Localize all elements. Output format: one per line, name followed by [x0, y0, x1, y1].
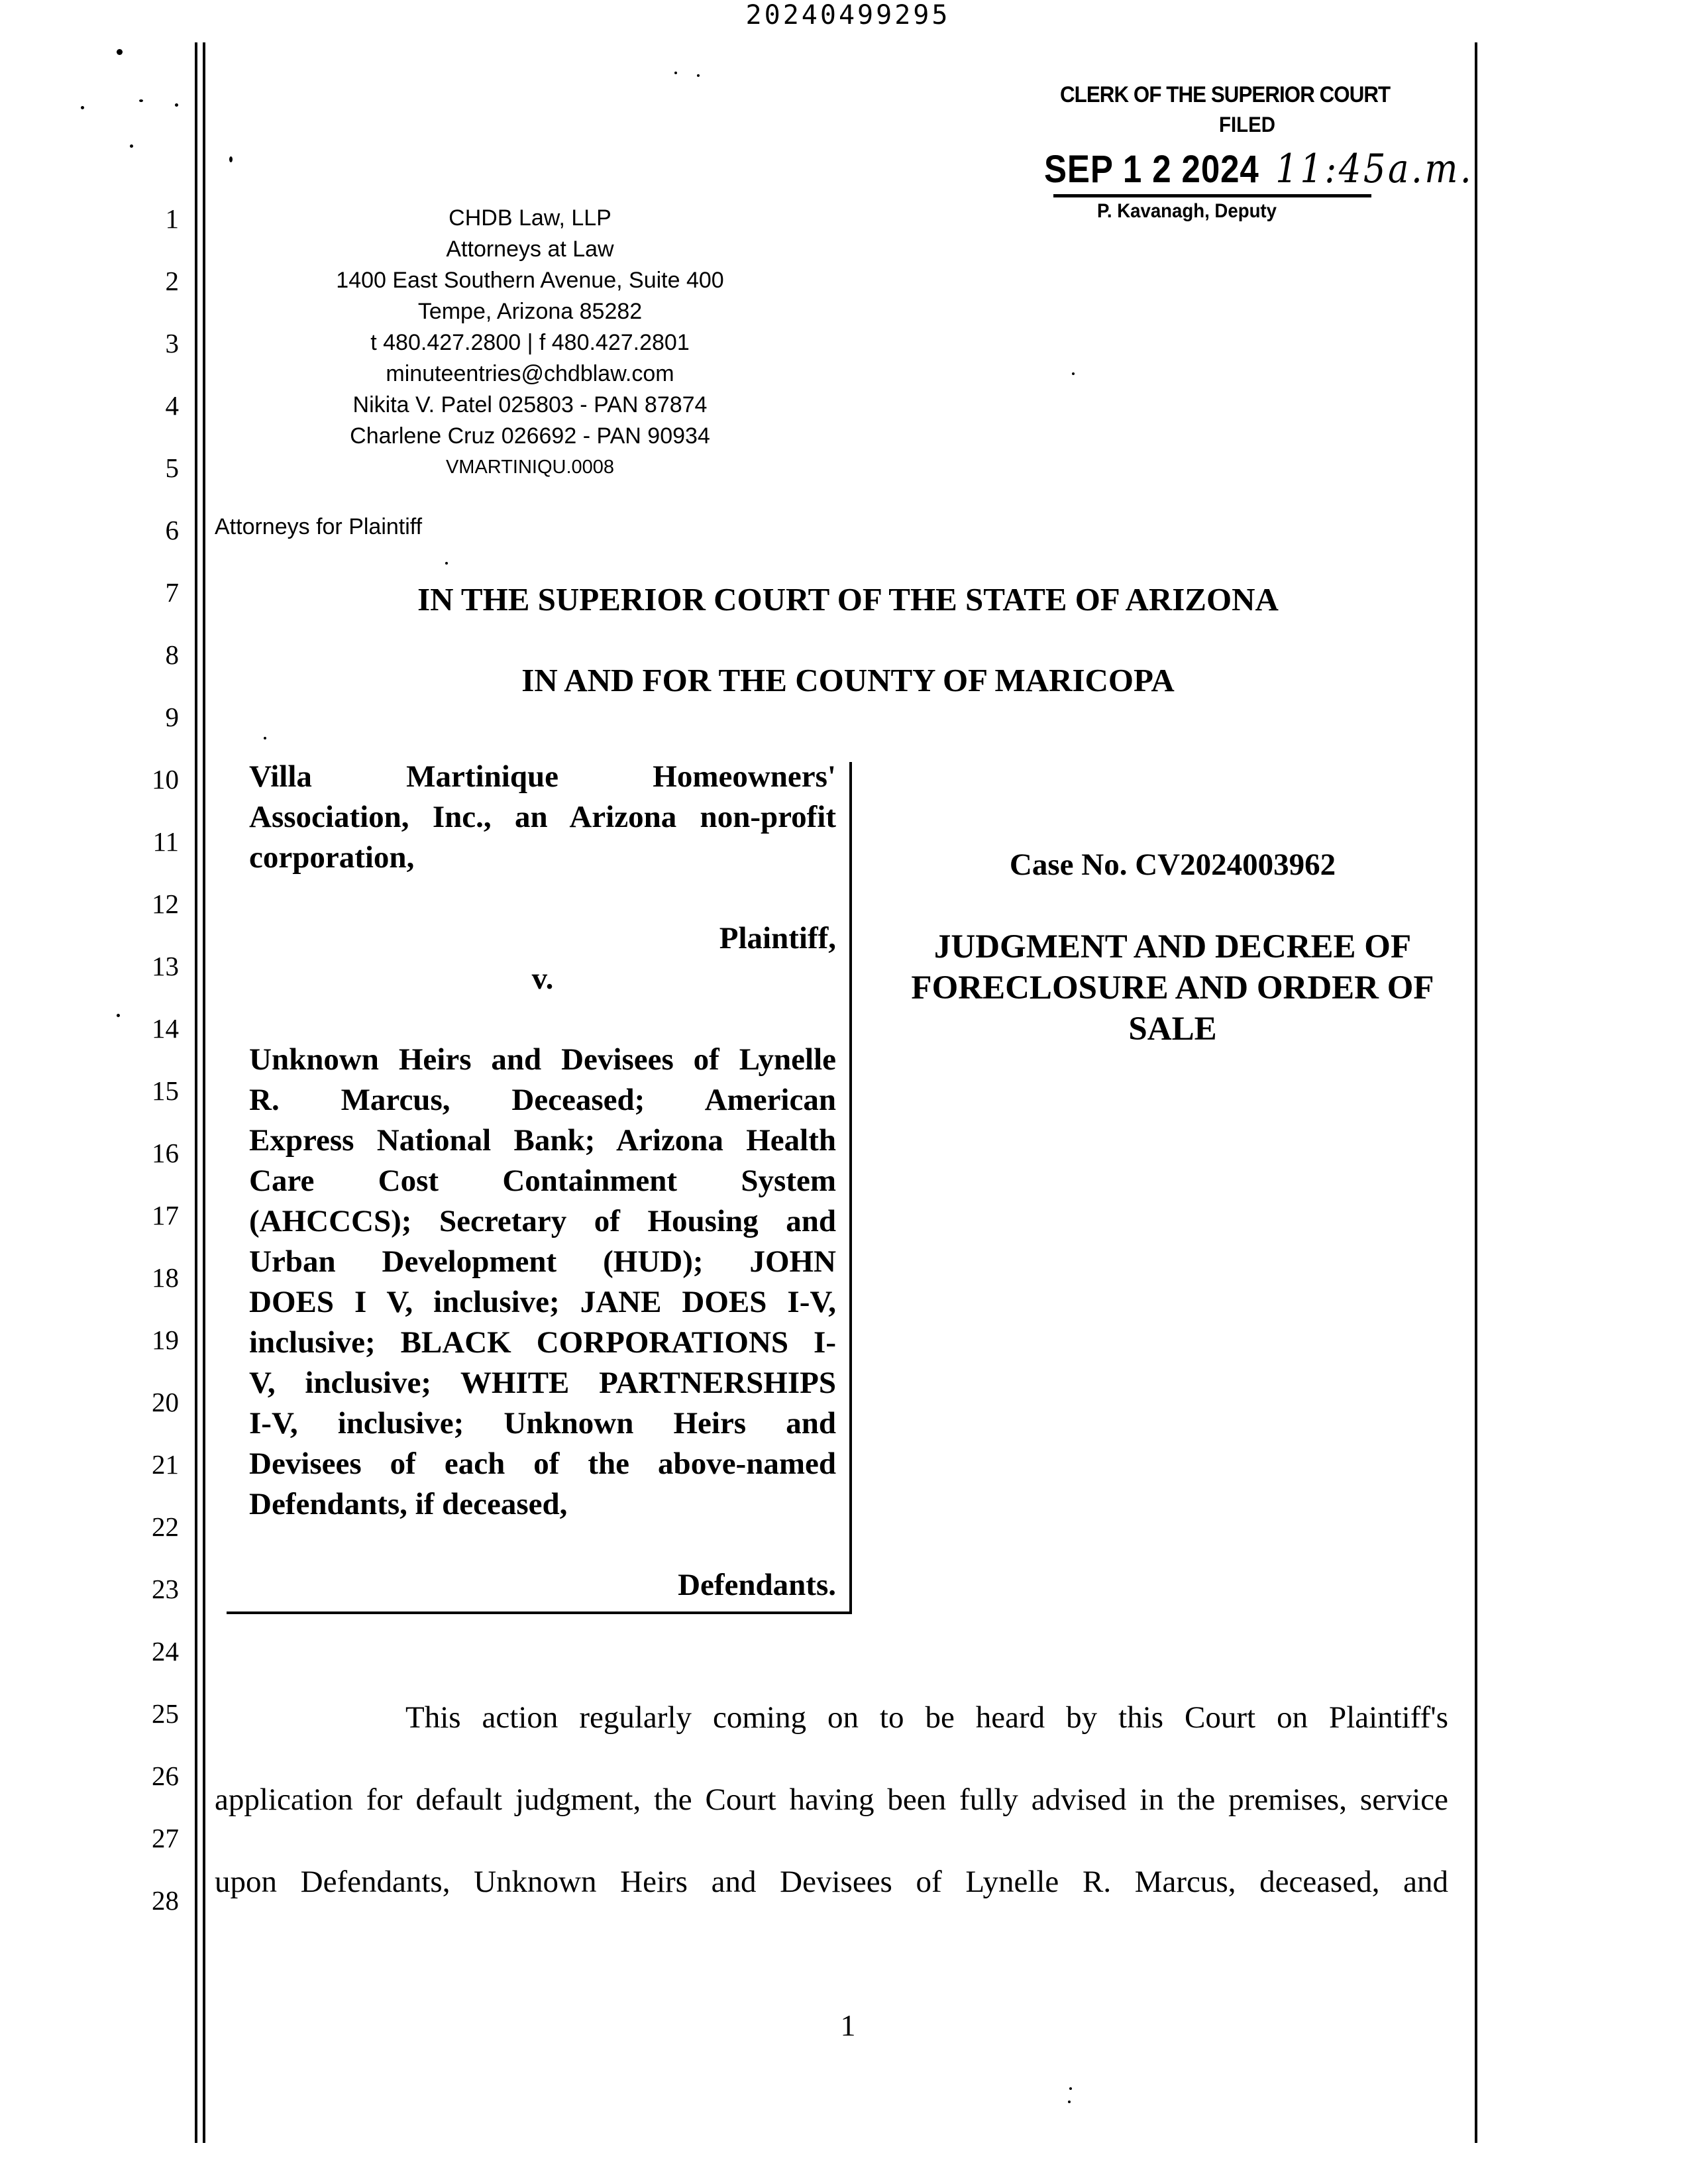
- line-number: 4: [165, 390, 179, 421]
- line-number: 16: [152, 1138, 179, 1168]
- body-line-text: application for default judgment, the Court having been fully advised in the premises, service: [215, 1782, 1448, 1817]
- defendant-name-line: inclusive; BLACK CORPORATIONS I-: [249, 1325, 836, 1360]
- scan-speck: [139, 99, 143, 102]
- line-number: 9: [165, 702, 179, 732]
- document-title-line: JUDGMENT AND DECREE OF: [933, 928, 1412, 965]
- versus: v.: [531, 961, 554, 996]
- scan-speck: [445, 562, 448, 565]
- case-caption-parties: [249, 757, 836, 1606]
- body-line: [215, 1841, 1448, 1923]
- line-number: 20: [152, 1387, 179, 1417]
- firm-name: CHDB Law, LLP: [449, 205, 611, 231]
- page-number: 1: [840, 2008, 856, 2042]
- body-line-text: upon Defendants, Unknown Heirs and Devisees of Lynelle R. Marcus, deceased, and: [215, 1865, 1448, 1899]
- defendant-name-line: Devisees of each of the above-named: [249, 1447, 836, 1481]
- line-number: 18: [152, 1262, 179, 1293]
- line-number: 15: [152, 1075, 179, 1106]
- defendant-name-line: Care Cost Containment System: [249, 1164, 836, 1198]
- line-number: 23: [152, 1574, 179, 1604]
- defendant-name-line: Defendants, if deceased,: [249, 1487, 568, 1521]
- scan-speck: [697, 74, 700, 77]
- stamp-date: SEP 1 2 2024: [1044, 148, 1259, 191]
- attorney-2: Charlene Cruz 026692 - PAN 90934: [350, 423, 710, 449]
- law-firm-block: [258, 203, 802, 483]
- line-number: 24: [152, 1636, 179, 1666]
- right-margin-rule: [1475, 42, 1477, 2143]
- scan-speck: [1072, 372, 1075, 375]
- stamp-rule: [1053, 194, 1371, 197]
- line-number: 8: [165, 639, 179, 670]
- left-margin-rule-inner: [203, 42, 205, 2143]
- firm-address-line2: Tempe, Arizona 85282: [417, 299, 643, 324]
- document-title-line: SALE: [1128, 1010, 1217, 1048]
- left-margin-rule-outer: [195, 42, 197, 2143]
- court-heading-line2: IN AND FOR THE COUNTY OF MARICOPA: [521, 662, 1175, 698]
- document-number: 20240499295: [745, 0, 951, 30]
- scan-speck: [117, 1014, 120, 1017]
- line-number: 28: [152, 1885, 179, 1916]
- scan-speck: [130, 144, 133, 148]
- stamp-handwritten-time: 11:45a.m.: [1275, 146, 1474, 192]
- line-number: 13: [152, 951, 179, 981]
- court-heading-line1: IN THE SUPERIOR COURT OF THE STATE OF ARIZONA: [417, 581, 1279, 618]
- scan-speck: [81, 106, 84, 109]
- plaintiff-name-line: Villa Martinique Homeowners': [249, 759, 836, 794]
- line-number: 14: [152, 1013, 179, 1044]
- body-paragraph: [215, 1676, 1448, 1923]
- line-number: 25: [152, 1698, 179, 1729]
- scan-speck: [117, 49, 123, 55]
- stamp-deputy: P. Kavanagh, Deputy: [1097, 200, 1277, 222]
- scan-speck: [229, 156, 233, 162]
- defendant-name-line: (AHCCCS); Secretary of Housing and: [249, 1204, 836, 1238]
- firm-address-line1: 1400 East Southern Avenue, Suite 400: [336, 268, 724, 293]
- case-number: Case No. CV2024003962: [1009, 847, 1336, 882]
- line-number: 3: [165, 328, 179, 358]
- defendant-name-line: I-V, inclusive; Unknown Heirs and: [249, 1406, 836, 1441]
- scan-speck: [175, 103, 178, 107]
- scan-speck: [674, 72, 677, 74]
- firm-phone-fax: t 480.427.2800 | f 480.427.2801: [370, 330, 690, 355]
- stamp-filed-line: FILED: [1219, 113, 1276, 136]
- defendant-name-line: Unknown Heirs and Devisees of Lynelle: [249, 1042, 836, 1077]
- firm-email: minuteentries@chdblaw.com: [386, 361, 674, 386]
- line-number: 19: [152, 1325, 179, 1355]
- stamp-clerk-line: CLERK OF THE SUPERIOR COURT: [1060, 82, 1391, 107]
- line-number: 7: [165, 577, 179, 608]
- defendants-label: Defendants.: [678, 1568, 836, 1602]
- line-number: 12: [152, 889, 179, 919]
- file-reference: VMARTINIQU.0008: [445, 457, 615, 478]
- line-number: 2: [165, 266, 179, 296]
- stamp-date-time: [1044, 146, 1473, 192]
- filing-stamp: [1020, 73, 1474, 232]
- defendant-name-line: R. Marcus, Deceased; American: [249, 1083, 836, 1117]
- line-number: 6: [165, 515, 179, 545]
- body-line: [215, 1759, 1448, 1841]
- line-number: 27: [152, 1823, 179, 1853]
- document-title-line: FORECLOSURE AND ORDER OF: [911, 969, 1434, 1007]
- scan-speck: [1068, 2101, 1071, 2103]
- defendant-name-line: Urban Development (HUD); JOHN: [249, 1244, 836, 1279]
- plaintiff-label: Plaintiff,: [719, 921, 836, 956]
- caption-horizontal-rule: [227, 1611, 852, 1614]
- line-number: 21: [152, 1449, 179, 1480]
- line-number: 17: [152, 1200, 179, 1230]
- line-number: 10: [152, 764, 179, 794]
- line-number: 26: [152, 1761, 179, 1791]
- firm-role: Attorneys at Law: [446, 237, 614, 262]
- defendant-name-line: V, inclusive; WHITE PARTNERSHIPS: [249, 1366, 836, 1400]
- line-number: 11: [152, 826, 179, 857]
- caption-vertical-rule: [849, 762, 852, 1614]
- body-line-text: This action regularly coming on to be heard by this Court on Plaintiff's: [405, 1700, 1448, 1735]
- defendant-name-line: Express National Bank; Arizona Health: [249, 1123, 836, 1158]
- plaintiff-name-line: corporation,: [249, 840, 415, 875]
- scan-speck: [264, 737, 266, 739]
- defendant-name-line: DOES I V, inclusive; JANE DOES I-V,: [249, 1285, 836, 1319]
- attorney-1: Nikita V. Patel 025803 - PAN 87874: [352, 392, 708, 417]
- attorneys-for-plaintiff: Attorneys for Plaintiff: [215, 514, 423, 539]
- plaintiff-name-line: Association, Inc., an Arizona non-profit: [249, 800, 836, 834]
- scan-speck: [1069, 2087, 1072, 2090]
- line-number: 22: [152, 1511, 179, 1542]
- document-title: [874, 926, 1471, 1050]
- line-number: 1: [165, 203, 179, 234]
- line-number: 5: [165, 453, 179, 483]
- body-line: [215, 1676, 1448, 1759]
